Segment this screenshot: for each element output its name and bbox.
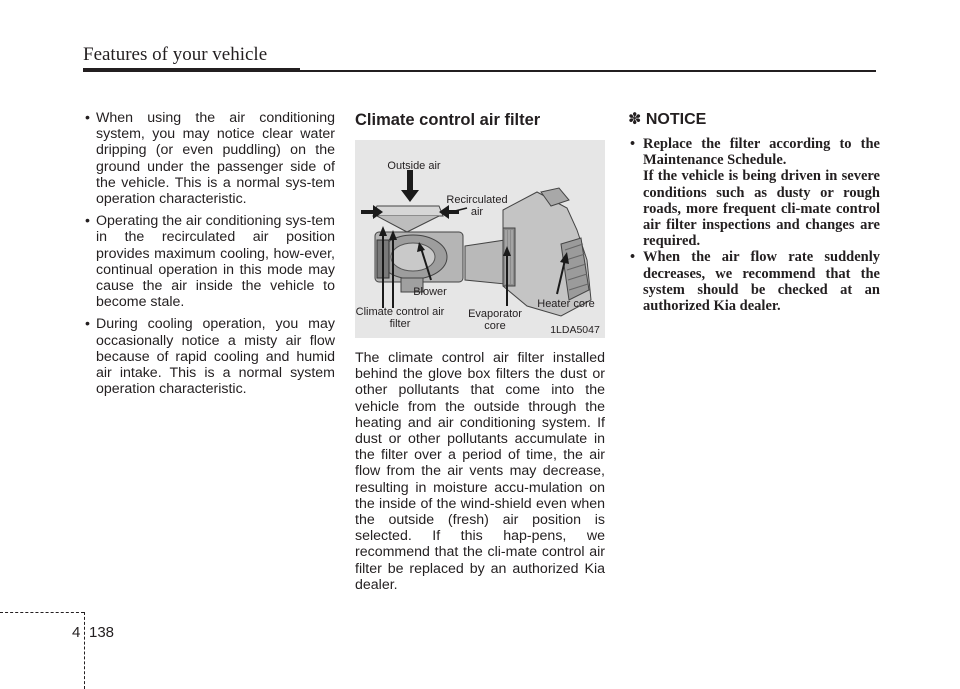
column-left xyxy=(83,110,335,403)
page-number: 138 xyxy=(89,624,115,641)
label-heater-core: Heater core xyxy=(537,298,595,310)
label-blower: Blower xyxy=(413,286,447,298)
filter-description: The climate control air filter installed behind the glove box filters the dust or other pollutants that come into the vehicle from the outside through the heating and air conditioning system. If dust or other pollutants accumulate in the filter over a period of time, the air flow from the air vents may decrease, resulting in moisture accu-mulation on the inside of the wind-shield even when the outside (fresh) air position is selected. If this hap-pens, we recommend that the cli-mate control air filter be replaced by an authorized Kia dealer. xyxy=(355,350,605,593)
notice-list xyxy=(628,136,880,314)
list-item xyxy=(628,249,880,314)
column-right xyxy=(628,110,880,314)
label-recirculated-air: Recirculated air xyxy=(446,194,508,218)
notice-line: • Replace the filter according to the Maintenance Schedule. xyxy=(643,136,880,169)
list-item: • Operating the air conditioning sys-tem in the recirculated air position provides maximum cooling, how-ever, continual operation in this mode may cause the air inside the vehicle to become stale. xyxy=(83,213,335,310)
ac-notes-list xyxy=(83,110,335,397)
header-rule-thick xyxy=(83,68,300,72)
section-title: Climate control air filter xyxy=(355,111,541,129)
chapter-number: 4 xyxy=(72,624,81,641)
label-outside-air: Outside air xyxy=(387,160,441,172)
footer-rule-vertical xyxy=(84,612,85,689)
diagram-code: 1LDA5047 xyxy=(550,324,600,336)
list-item: • When using the air conditioning system, you may notice clear water dripping (or even puddling) on the ground under the passenger side of the vehicle. This is a normal sys-tem operation characteristic. xyxy=(83,110,335,207)
list-item xyxy=(628,136,880,249)
footer-rule-horizontal xyxy=(0,612,84,613)
notice-line: • When the air flow rate suddenly decreases, we recommend that the system should be checked at an authorized Kia dealer. xyxy=(643,249,880,315)
list-item: • During cooling operation, you may occasionally notice a misty air flow because of rapid cooling and humid air intake. This is a normal system operation characteristic. xyxy=(83,316,335,397)
column-middle xyxy=(355,110,605,593)
hvac-diagram xyxy=(355,140,605,338)
label-evaporator-core: Evaporator core xyxy=(468,308,522,332)
label-climate-control-air-filter: Climate control air filter xyxy=(355,306,445,330)
header-title: Features of your vehicle xyxy=(83,44,268,65)
notice-title: ✽ NOTICE xyxy=(628,111,707,128)
notice-line: If the vehicle is being driven in severe conditions such as dusty or rough roads, more frequent cli-mate control air filter inspections and changes are required. xyxy=(643,168,880,250)
header-rule-thin xyxy=(300,70,876,72)
